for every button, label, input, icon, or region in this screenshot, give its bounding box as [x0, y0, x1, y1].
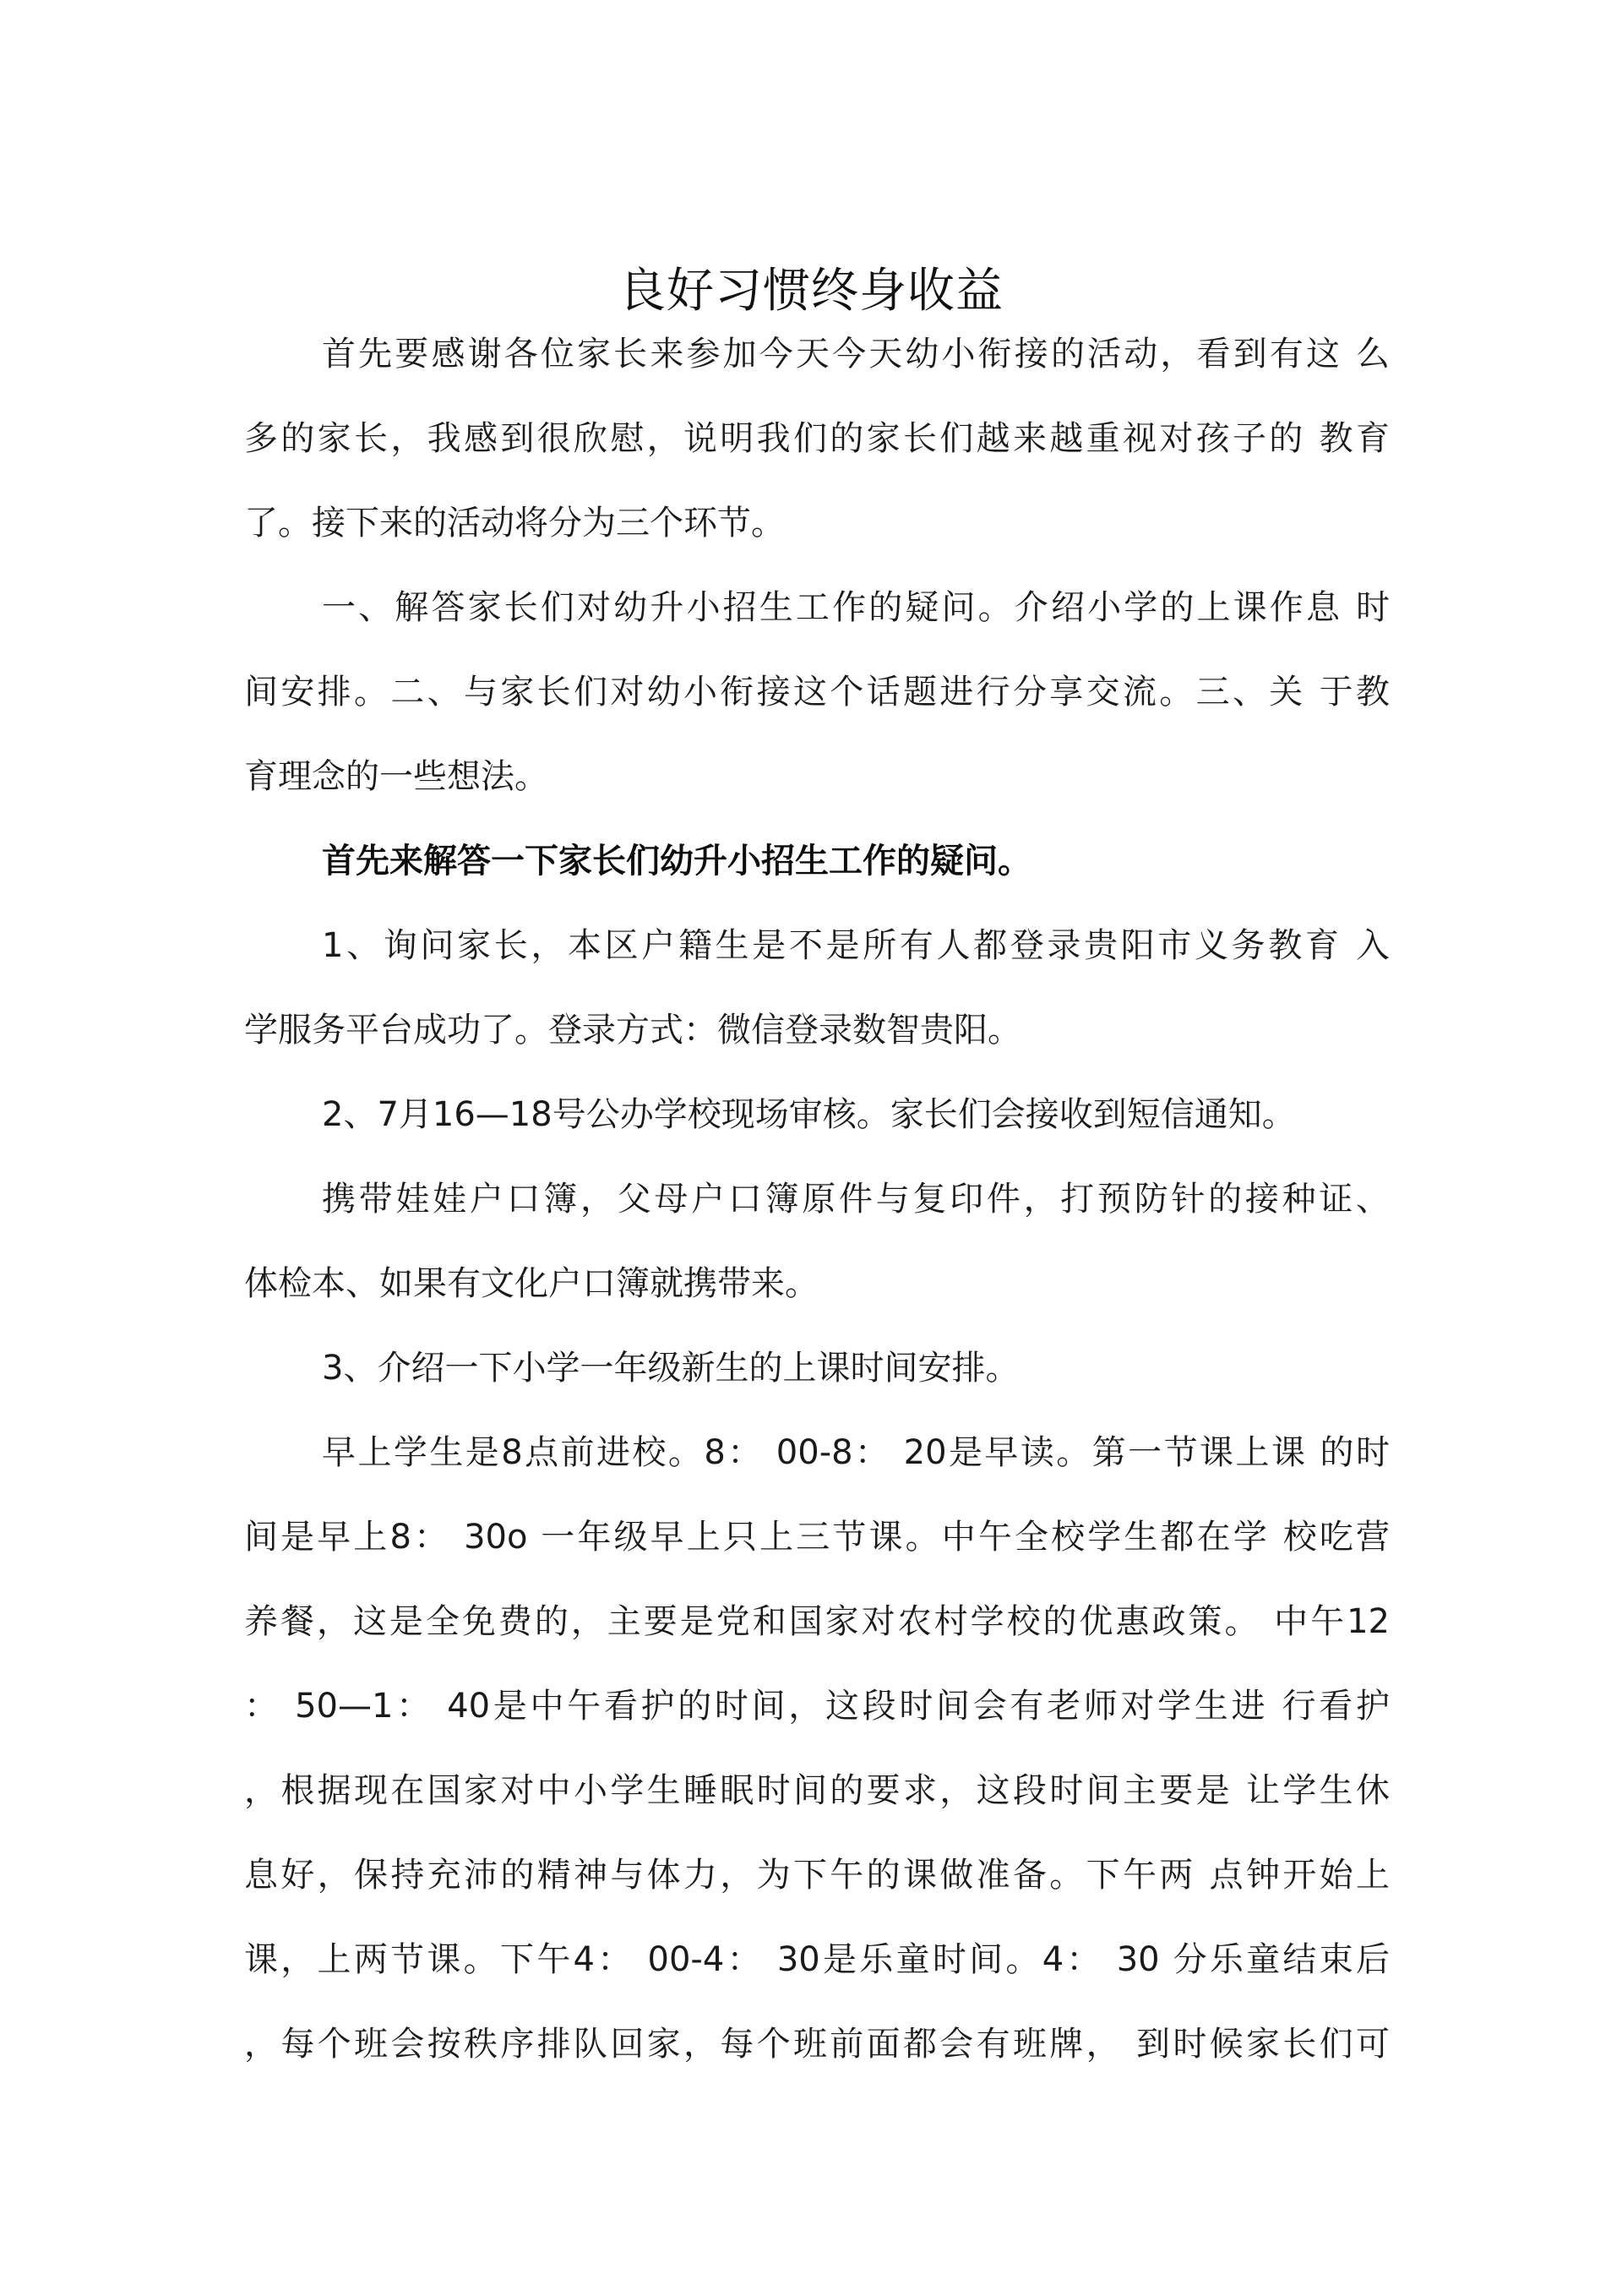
- paragraph-line: 早上学生是8点前进校。8： 00-8： 20是早读。第一节课上课 的时: [322, 1433, 1390, 1472]
- paragraph-line: 息好，保持充沛的精神与体力，为下午的课做准备。下午两 点钟开始上: [244, 1856, 1390, 1895]
- paragraph-line: ，根据现在国家对中小学生睡眠时间的要求，这段时间主要是 让学生休: [244, 1771, 1390, 1810]
- paragraph-line: ： 50—1： 40是中午看护的时间，这段时间会有老师对学生进 行看护: [244, 1687, 1390, 1726]
- paragraph-line: 1、询问家长，本区户籍生是不是所有人都登录贵阳市义务教育 入: [322, 926, 1390, 965]
- paragraph-line: 学服务平台成功了。登录方式：微信登录数智贵阳。: [244, 1011, 1021, 1050]
- paragraph-line: 课，上两节课。下午4： 00-4： 30是乐童时间。4： 30 分乐童结束后: [244, 1940, 1390, 1979]
- paragraph-line: 间安排。二、与家长们对幼小衔接这个话题进行分享交流。三、关 于教: [244, 673, 1390, 712]
- paragraph-line: 养餐，这是全免费的，主要是党和国家对农村学校的优惠政策。 中午12: [244, 1602, 1390, 1641]
- paragraph-line: 首先要感谢各位家长来参加今天今天幼小衔接的活动，看到有这 么: [322, 335, 1390, 374]
- paragraph-line: 多的家长，我感到很欣慰，说明我们的家长们越来越重视对孩子的 教育: [244, 419, 1390, 458]
- document-title: 良好习惯终身收益: [618, 263, 1004, 319]
- paragraph-line: 3、介绍一下小学一年级新生的上课时间安排。: [322, 1349, 1020, 1388]
- paragraph-line: 育理念的一些想法。: [244, 757, 548, 796]
- paragraph-line: 了。接下来的活动将分为三个环节。: [244, 504, 785, 543]
- paragraph-line: 2、7月16—18号公办学校现场审核。家长们会接收到短信通知。: [322, 1095, 1296, 1134]
- paragraph-line: 间是早上8： 30o 一年级早上只上三节课。中午全校学生都在学 校吃营: [244, 1518, 1390, 1557]
- paragraph-line: 体检本、如果有文化户口簿就携带来。: [244, 1264, 819, 1303]
- paragraph-line: 一、解答家长们对幼升小招生工作的疑问。介绍小学的上课作息 时: [322, 588, 1390, 627]
- paragraph-line: ，每个班会按秩序排队回家，每个班前面都会有班牌， 到时候家长们可: [244, 2025, 1390, 2064]
- paragraph-line: 携带娃娃户口簿，父母户口簿原件与复印件，打预防针的接种证、: [322, 1180, 1390, 1219]
- section-heading: 首先来解答一下家长们幼升小招生工作的疑问。: [322, 842, 1031, 881]
